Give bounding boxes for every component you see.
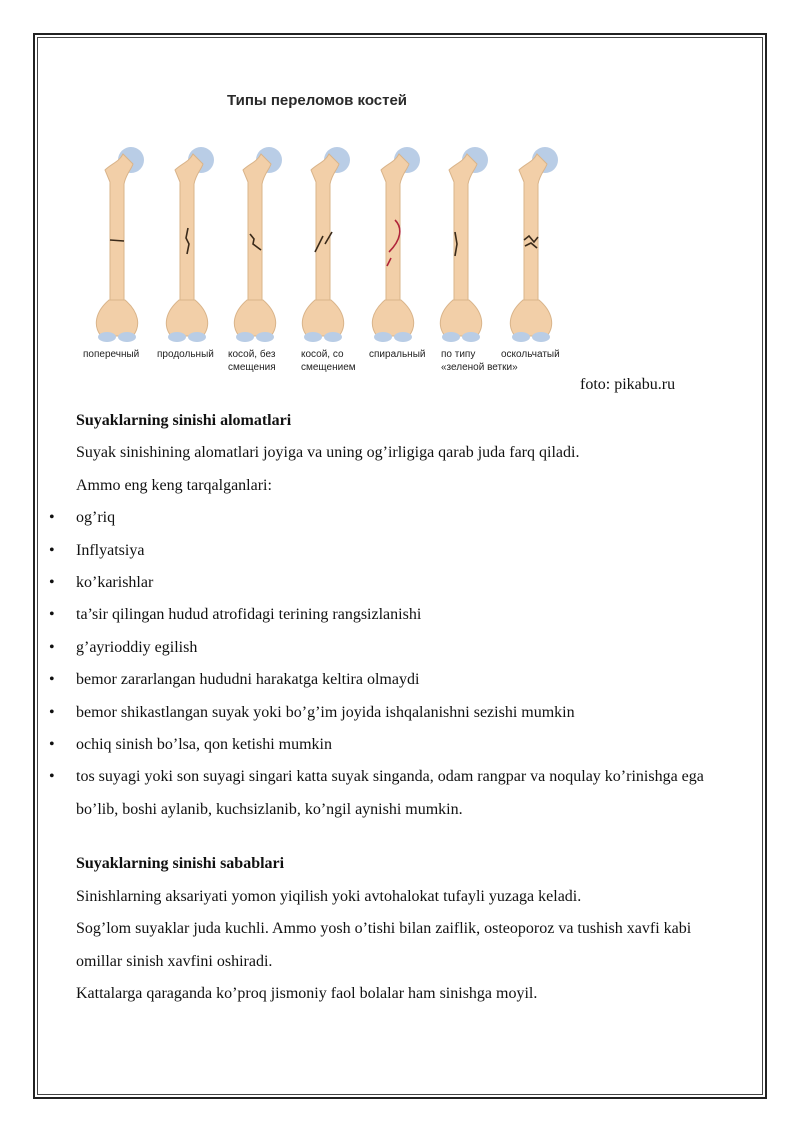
bone-shaft bbox=[381, 154, 409, 310]
bullet-icon: • bbox=[49, 606, 55, 624]
bone-shaft bbox=[243, 154, 271, 310]
bone-shaft bbox=[105, 154, 133, 310]
fracture-line bbox=[110, 240, 124, 241]
bone-joint-cartilage bbox=[374, 332, 392, 342]
bone-shaft bbox=[449, 154, 477, 310]
bone-label: поперечный bbox=[83, 349, 140, 360]
list-item: • ko’karishlar bbox=[76, 567, 736, 599]
list-item: • bemor shikastlangan suyak yoki bo’g’im joyida ishqalanishni sezishi mumkin bbox=[76, 697, 736, 729]
fracture-types-figure bbox=[75, 80, 585, 380]
list-item: • tos suyagi yoki son suyagi singari katta suyak singanda, odam rangpar va noqulay ko’rinishga ega bo’lib, boshi aylanib, kuchsizlanib, ko’ngil aynishi mumkin. bbox=[76, 761, 736, 826]
list-item: • g’ayrioddiy egilish bbox=[76, 632, 736, 664]
bone-joint-cartilage bbox=[532, 332, 550, 342]
figure-title: Типы переломов костей bbox=[227, 92, 408, 109]
list-item: • bemor zararlangan hududni harakatga keltira olmaydi bbox=[76, 664, 736, 696]
document-body bbox=[49, 405, 736, 1010]
list-item: • ochiq sinish bo’lsa, qon ketishi mumkin bbox=[76, 729, 736, 761]
photo-credit: foto: pikabu.ru bbox=[580, 376, 676, 393]
bullet-icon: • bbox=[49, 768, 55, 786]
bone-joint-cartilage bbox=[118, 332, 136, 342]
paragraph: Kattalarga qaraganda ko’proq jismoniy faol bolalar ham sinishga moyil. bbox=[76, 984, 538, 1002]
bone-label: косой, без смещения bbox=[228, 349, 276, 373]
bullet-icon: • bbox=[49, 541, 55, 559]
bone-joint-cartilage bbox=[394, 332, 412, 342]
bullet-icon: • bbox=[49, 509, 55, 527]
bone-condyle bbox=[96, 300, 137, 336]
bone-shaft bbox=[311, 154, 339, 310]
bone-label: спиральный bbox=[369, 349, 426, 360]
paragraph: Ammo eng keng tarqalganlari: bbox=[76, 476, 272, 494]
bullet-icon: • bbox=[49, 736, 55, 754]
bone-joint-cartilage bbox=[324, 332, 342, 342]
bone-joint-cartilage bbox=[98, 332, 116, 342]
bullet-icon: • bbox=[49, 574, 55, 592]
bone-label: по типу «зеленой ветки» bbox=[441, 349, 518, 373]
bone-joint-cartilage bbox=[168, 332, 186, 342]
section-heading-symptoms: Suyaklarning sinishi alomatlari bbox=[76, 412, 292, 429]
bone-condyle bbox=[440, 300, 481, 336]
section-heading-causes: Suyaklarning sinishi sabablari bbox=[76, 855, 285, 873]
symptom-list bbox=[49, 502, 736, 826]
paragraph: Sog’lom suyaklar juda kuchli. Ammo yosh o’tishi bilan zaiflik, osteoporoz va tushish xavfi kabi omillar sinish xavfini oshiradi. bbox=[76, 920, 692, 970]
list-item: • og’riq bbox=[76, 502, 736, 534]
bone-joint-cartilage bbox=[462, 332, 480, 342]
bone-label: оскольчатый bbox=[501, 349, 560, 360]
bone-condyle bbox=[166, 300, 207, 336]
bones-illustration bbox=[75, 140, 585, 350]
bone-condyle bbox=[372, 300, 413, 336]
list-item: • ta’sir qilingan hudud atrofidagi terining rangsizlanishi bbox=[76, 599, 736, 631]
bone-condyle bbox=[302, 300, 343, 336]
bone-label: продольный bbox=[157, 349, 214, 360]
bullet-icon: • bbox=[49, 638, 55, 656]
bone-condyle bbox=[234, 300, 275, 336]
bone-joint-cartilage bbox=[256, 332, 274, 342]
bone-joint-cartilage bbox=[512, 332, 530, 342]
bullet-icon: • bbox=[49, 671, 55, 689]
bone-shaft bbox=[175, 154, 203, 310]
bone-joint-cartilage bbox=[236, 332, 254, 342]
bone-joint-cartilage bbox=[442, 332, 460, 342]
bone-label: косой, со смещением bbox=[301, 349, 356, 373]
bone-joint-cartilage bbox=[304, 332, 322, 342]
bullet-icon: • bbox=[49, 703, 55, 721]
list-item: • Inflyatsiya bbox=[76, 535, 736, 567]
bone-joint-cartilage bbox=[188, 332, 206, 342]
bone-shaft bbox=[519, 154, 547, 310]
paragraph: Suyak sinishining alomatlari joyiga va uning og’irligiga qarab juda farq qiladi. bbox=[76, 444, 580, 462]
bone-condyle bbox=[510, 300, 551, 336]
paragraph: Sinishlarning aksariyati yomon yiqilish yoki avtohalokat tufayli yuzaga keladi. bbox=[76, 887, 582, 905]
